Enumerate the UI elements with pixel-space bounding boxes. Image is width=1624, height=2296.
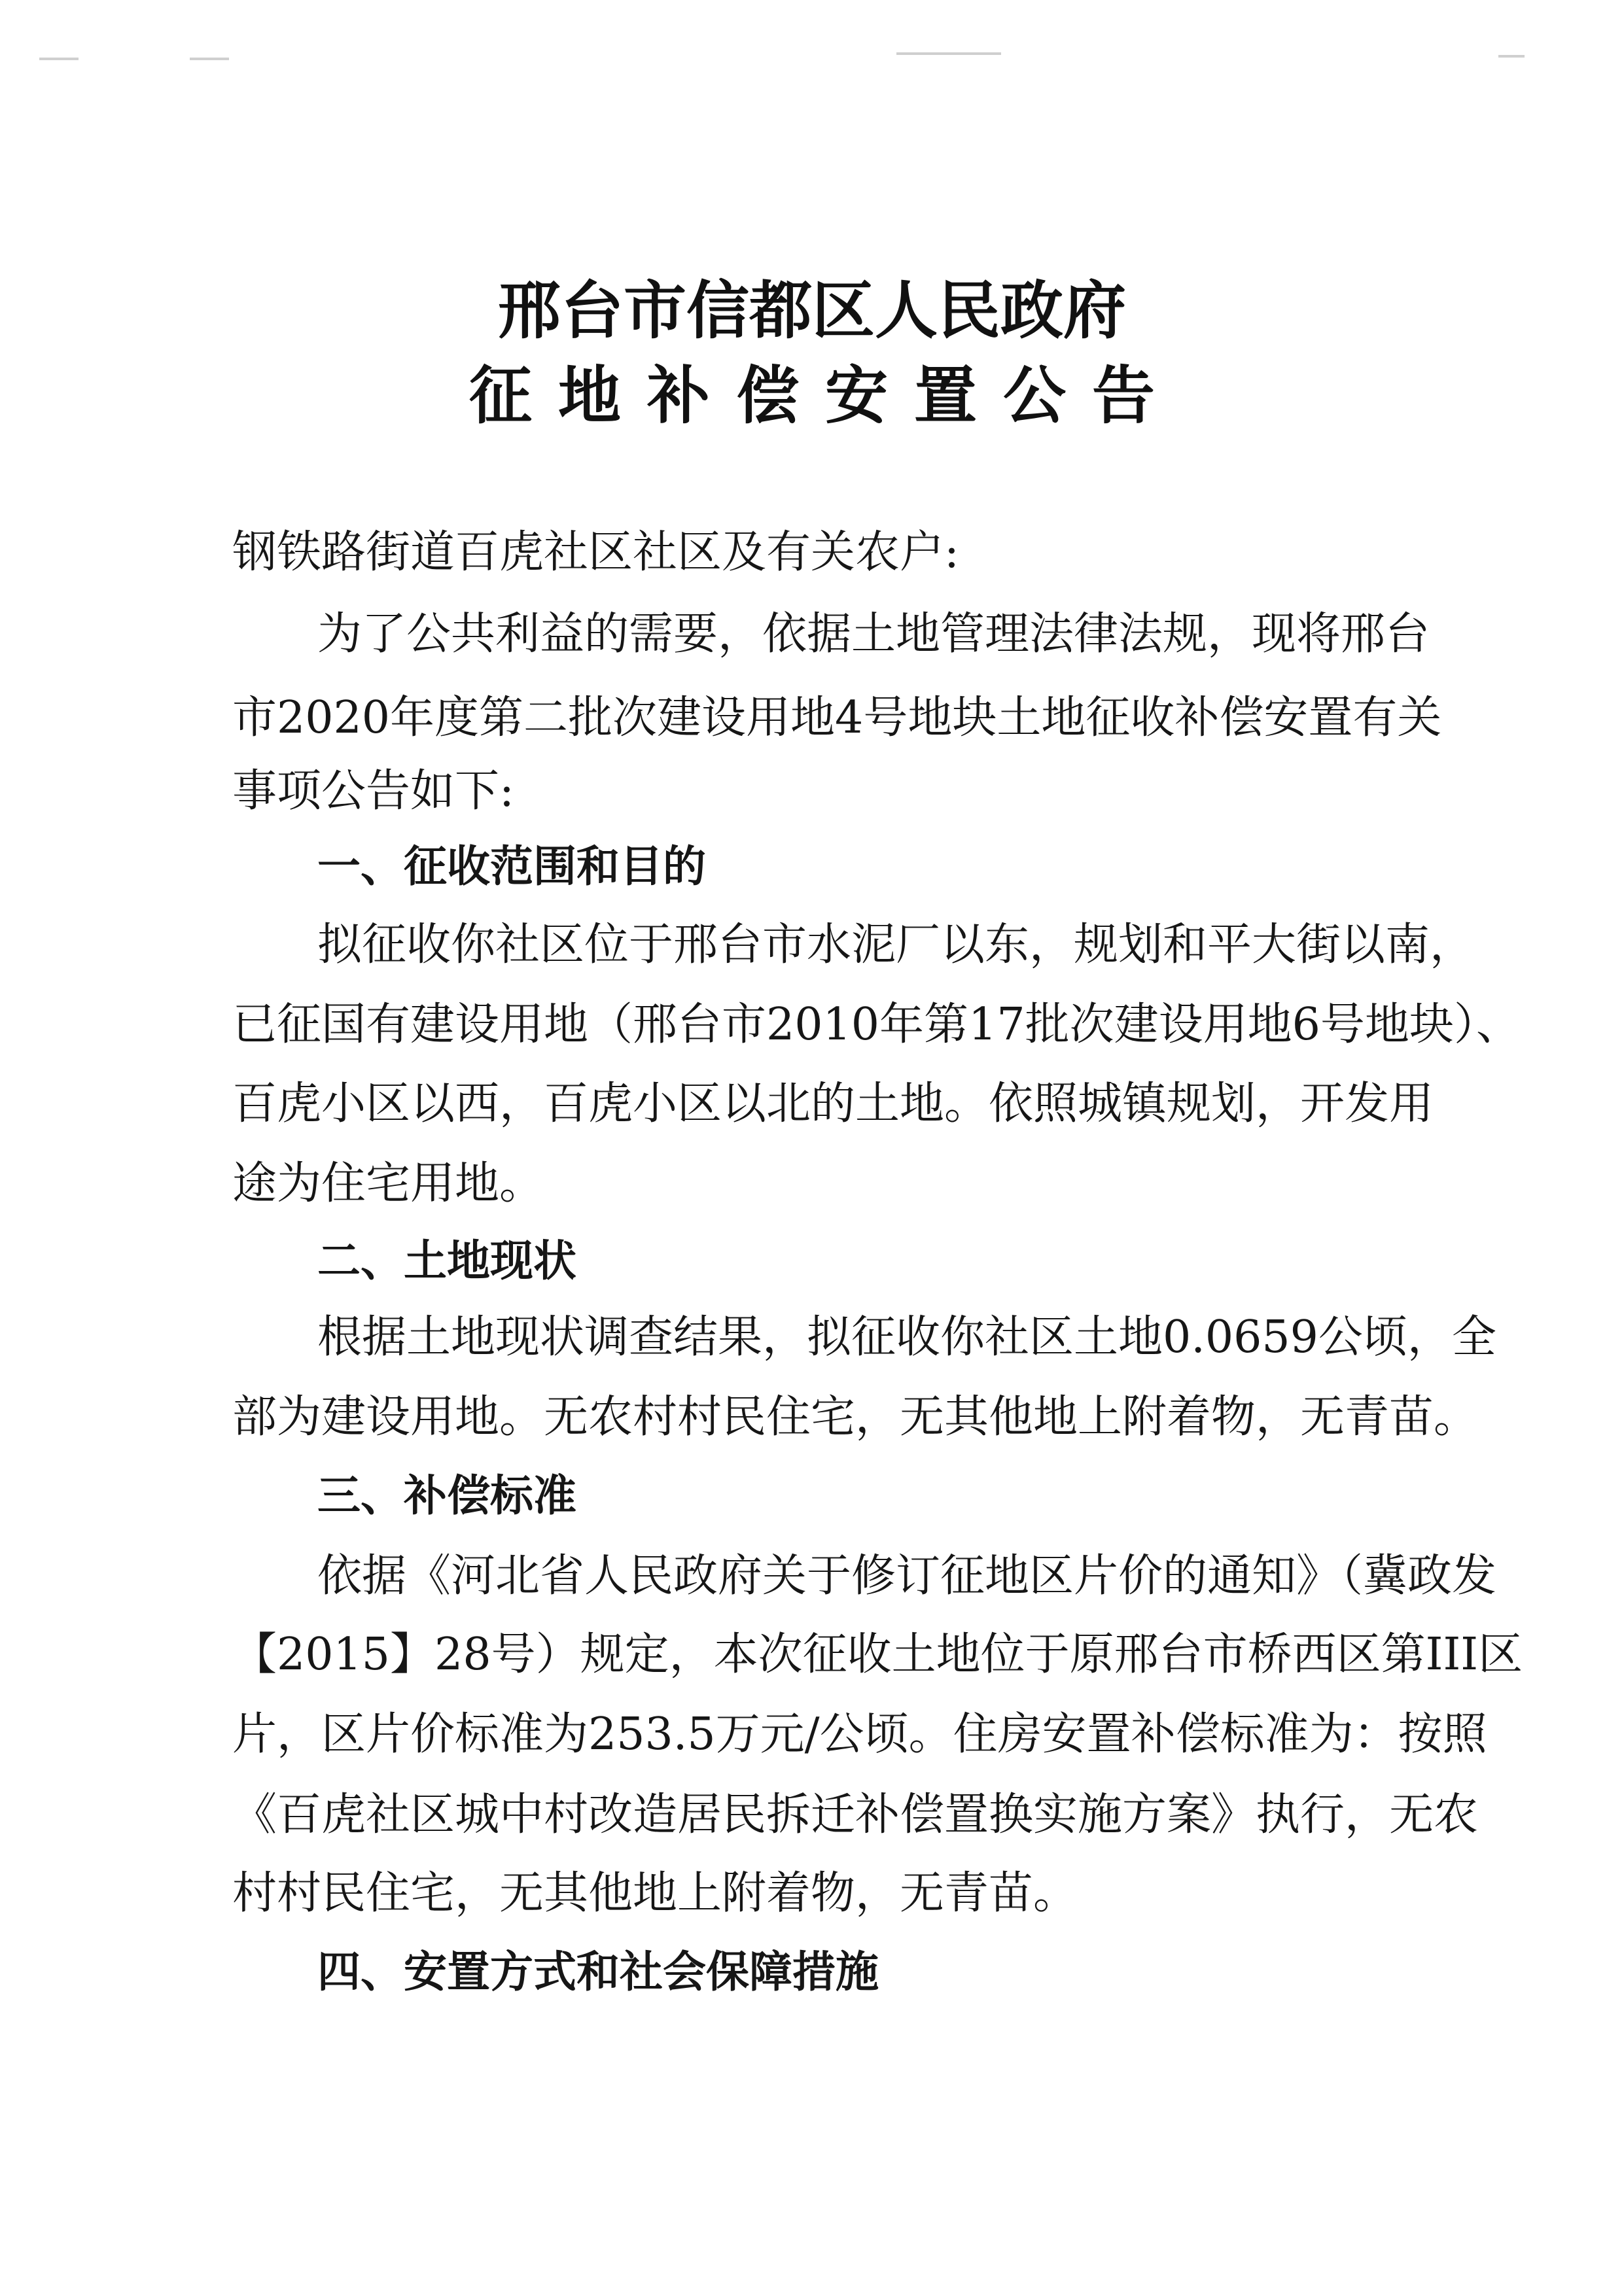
scan-mark xyxy=(1498,55,1525,58)
section-line: 村村民住宅，无其他地上附着物，无青苗。 xyxy=(232,1868,1078,1919)
section-line: 已征国有建设用地（邢台市2010年第17批次建设用地6号地块）、 xyxy=(232,999,1521,1051)
document-title-line1: 邢台市信都区人民政府 xyxy=(498,274,1126,347)
section-heading-resettlement: 四、安置方式和社会保障措施 xyxy=(317,1947,879,1997)
scan-mark xyxy=(190,58,229,60)
section-line: 【2015】28号）规定，本次征收土地位于原邢台市桥西区第III区 xyxy=(232,1629,1523,1680)
section-line: 根据土地现状调查结果，拟征收你社区土地0.0659公顷，全 xyxy=(317,1312,1496,1363)
salutation: 钢铁路街道百虎社区社区及有关农户: xyxy=(232,527,959,578)
section-heading-status: 二、土地现状 xyxy=(317,1236,576,1286)
section-line: 《百虎社区城中村改造居民拆迁补偿置换实施方案》执行，无农 xyxy=(232,1789,1479,1841)
intro-line: 为了公共利益的需要，依据土地管理法律法规，现将邢台 xyxy=(317,608,1430,660)
intro-line: 市2020年度第二批次建设用地4号地块土地征收补偿安置有关 xyxy=(232,692,1442,744)
scan-mark xyxy=(896,52,1001,55)
section-heading-scope: 一、征收范围和目的 xyxy=(317,841,706,892)
scan-mark xyxy=(39,58,79,60)
section-line: 部为建设用地。无农村村民住宅，无其他地上附着物，无青苗。 xyxy=(232,1391,1479,1443)
document-title-line2: 征地补偿安置公告 xyxy=(469,359,1181,432)
section-heading-standard: 三、补偿标准 xyxy=(317,1470,576,1521)
intro-line: 事项公告如下: xyxy=(232,765,514,817)
section-line: 途为住宅用地。 xyxy=(232,1158,544,1209)
section-line: 依据《河北省人民政府关于修订征地区片价的通知》（冀政发 xyxy=(317,1550,1497,1602)
section-line: 百虎小区以西，百虎小区以北的土地。依照城镇规划，开发用 xyxy=(232,1078,1434,1130)
section-line: 片，区片价标准为253.5万元/公顷。住房安置补偿标准为：按照 xyxy=(232,1709,1487,1760)
section-line: 拟征收你社区位于邢台市水泥厂以东，规划和平大街以南， xyxy=(317,919,1475,971)
